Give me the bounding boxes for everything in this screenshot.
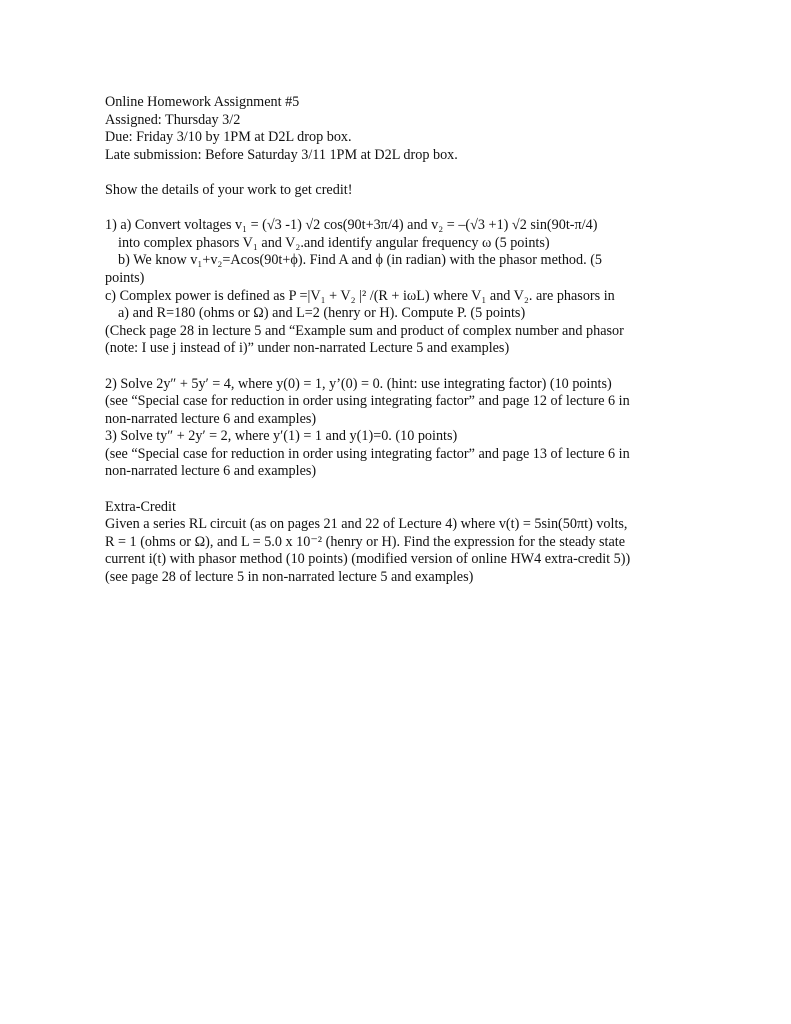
- q1b-line2: points): [105, 269, 145, 286]
- q1a-line1: 1) a) Convert voltages v₁ = (√3 -1) √2 cos(90t+3π/4) and v₂ = –(√3 +1) √2 sin(90t-π/4): [105, 217, 598, 234]
- q3-line2: (see “Special case for reduction in order using integrating factor” and page 13 of lecture 6 in: [105, 445, 630, 462]
- q3-line1: 3) Solve ty″ + 2y′ = 2, where y′(1) = 1 and y(1)=0. (10 points): [105, 428, 458, 445]
- extra-line1: Given a series RL circuit (as on pages 21 and 22 of Lecture 4) where v(t) = 5sin(50πt) volts,: [105, 516, 628, 533]
- assigned-date: Assigned: Thursday 3/2: [105, 111, 241, 128]
- q2-line2: (see “Special case for reduction in order using integrating factor” and page 12 of lecture 6 in: [105, 393, 630, 410]
- instruction-text: Show the details of your work to get credit!: [105, 181, 353, 198]
- extra-line4: (see page 28 of lecture 5 in non-narrated lecture 5 and examples): [105, 569, 474, 586]
- extra-line2: R = 1 (ohms or Ω), and L = 5.0 x 10⁻² (henry or H). Find the expression for the steady state: [105, 533, 626, 550]
- q3-line3: non-narrated lecture 6 and examples): [105, 463, 317, 480]
- assignment-title: Online Homework Assignment #5: [105, 94, 300, 110]
- document-page: [105, 94, 705, 587]
- late-submission: Late submission: Before Saturday 3/11 1PM at D2L drop box.: [105, 146, 458, 163]
- q1c-line4: (note: I use j instead of i)” under non-narrated Lecture 5 and examples): [105, 340, 510, 357]
- extra-credit-heading: Extra-Credit: [105, 498, 176, 515]
- due-date: Due: Friday 3/10 by 1PM at D2L drop box.: [105, 129, 352, 146]
- q1b-line1: b) We know v₁+v₂=Acos(90t+ϕ). Find A and ϕ (in radian) with the phasor method. (5: [118, 252, 603, 269]
- q1c-line2: a) and R=180 (ohms or Ω) and L=2 (henry or H). Compute P. (5 points): [118, 305, 526, 322]
- q2-line3: non-narrated lecture 6 and examples): [105, 410, 317, 427]
- q1c-line1: c) Complex power is defined as P =|V₁ + V₂ |² /(R + iωL) where V₁ and V₂. are phasors in: [105, 287, 615, 304]
- q1c-line3: (Check page 28 in lecture 5 and “Example sum and product of complex number and phasor: [105, 322, 624, 339]
- extra-line3: current i(t) with phasor method (10 points) (modified version of online HW4 extra-credit 5)): [105, 551, 631, 568]
- q2-line1: 2) Solve 2y″ + 5y′ = 4, where y(0) = 1, y’(0) = 0. (hint: use integrating factor) (10 points): [105, 375, 612, 392]
- q1a-line2: into complex phasors V₁ and V₂.and identify angular frequency ω (5 points): [118, 234, 550, 251]
